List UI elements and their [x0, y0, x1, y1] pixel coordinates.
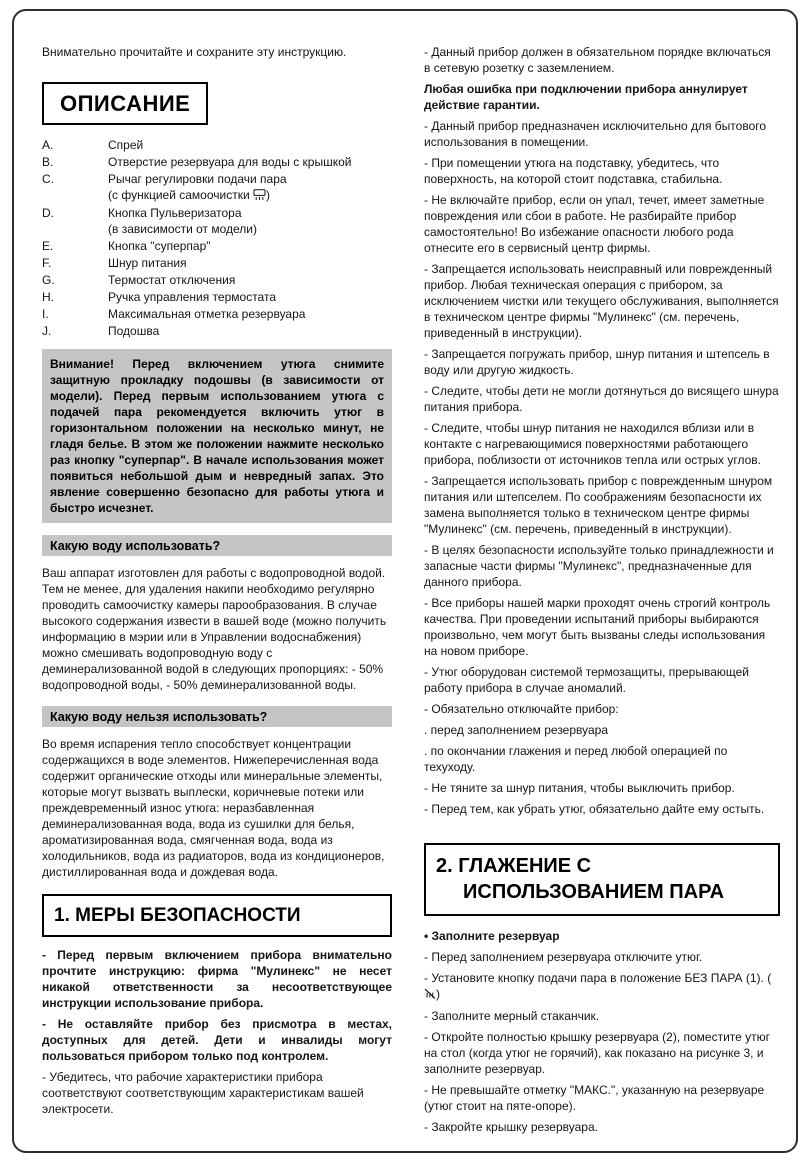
- item-text-line1: Кнопка Пульверизатора: [108, 206, 242, 220]
- water-avoid-heading: Какую воду нельзя использовать?: [42, 706, 392, 727]
- steam-step: - Откройте полностью крышку резервуара (2), поместите утюг на стол (когда утюг не горячий), как показано на рисунке 3, и заполните резервуар.: [424, 1030, 771, 1076]
- safety-paragraph: - Запрещается использовать неисправный или поврежденный прибор. Любая техническая операция с прибором, за исключением чистки или текущего обслуживания, выполняется в техническом центре фирмы "Мулинекс" (см. перечень, приведенный в инструкции).: [424, 262, 779, 340]
- self-clean-label-close: ): [265, 188, 270, 202]
- safety-paragraph: - В целях безопасности используйте только принадлежности и запасные части фирмы "Мулинекс", предназначенные для данного прибора.: [424, 543, 774, 589]
- item-letter: A.: [42, 138, 54, 152]
- list-item-d: [42, 205, 392, 237]
- item-text: [108, 171, 392, 204]
- safety-paragraph: - Не включайте прибор, если он упал, течет, имеет заметные повреждения или сбои в работе. Не разбирайте прибор самостоятельно! Во избежание опасности любого рода отнесите его в сервисный центр фирмы.: [424, 193, 765, 255]
- item-letter: B.: [42, 155, 54, 169]
- safety-section-title: 1. МЕРЫ БЕЗОПАСНОСТИ: [42, 894, 392, 937]
- safety-paragraph: - Перед первым включением прибора внимательно прочтите инструкцию: фирма "Мулинекс" не несет никакой ответственности за несоответствующее инструкции использование прибора.: [42, 948, 392, 1010]
- item-text: Подошва: [108, 324, 160, 338]
- item-text: Шнур питания: [108, 256, 187, 270]
- steam-step-text-close: ): [436, 987, 440, 1001]
- safety-paragraph: - Следите, чтобы шнур питания не находился вблизи или в контакте с нагревающимися поверхностями работающего прибора, поблизости от источников тепла или острых углов.: [424, 421, 762, 467]
- safety-paragraph: - При помещении утюга на подставку, убедитесь, что поверхность, на которой стоит подставка, стабильна.: [424, 156, 723, 186]
- safety-paragraph: - Данный прибор должен в обязательном порядке включаться в сетевую розетку с заземлением.: [424, 45, 771, 75]
- safety-paragraph: - Следите, чтобы дети не могли дотянуться до висящего шнура питания прибора.: [424, 384, 779, 414]
- item-text: Термостат отключения: [108, 273, 236, 287]
- item-text: Ручка управления термостата: [108, 290, 276, 304]
- page-columns: [42, 44, 780, 1140]
- item-letter: I.: [42, 307, 49, 321]
- steam-step: - Перед заполнением резервуара отключите утюг.: [424, 950, 703, 964]
- safety-paragraph: - Не оставляйте прибор без присмотра в местах, доступных для детей. Дети и инвалиды могут пользоваться прибором только под контролем.: [42, 1017, 392, 1063]
- item-text-line2: [108, 187, 392, 204]
- item-letter: G.: [42, 273, 55, 287]
- intro-text: Внимательно прочитайте и сохраните эту инструкцию.: [42, 45, 347, 59]
- self-clean-icon: [253, 188, 266, 204]
- safety-paragraph: - Утюг оборудован системой термозащиты, прерывающей работу прибора в случае аномалий.: [424, 665, 749, 695]
- water-use-text: Ваш аппарат изготовлен для работы с водопроводной водой. Тем не менее, для удаления накипи необходимо регулярно проводить самоочистку камеры парообразования. В случае высокого содержания извести в вашей воде (можно получить информацию в мэрии или в Управлении водоснабжения) можно смешивать водопроводную воду с деминерализованной водой в следующих пропорциях: - 50% водопроводной воды, - 50% деминерализованной воды.: [42, 566, 387, 692]
- item-text: Кнопка "суперпар": [108, 239, 211, 253]
- item-text-line1: Рычаг регулировки подачи пара: [108, 172, 287, 186]
- safety-paragraph: - Запрещается использовать прибор с поврежденным шнуром питания или штепселем. По соображениям безопасности их замена выполняется только в техническом центре фирмы "Мулинекс" (см. перечень, приведенный в инструкции).: [424, 474, 773, 536]
- left-column: [42, 44, 392, 1140]
- safety-paragraph: - Не тяните за шнур питания, чтобы выключить прибор.: [424, 781, 735, 795]
- item-letter: J.: [42, 324, 52, 338]
- list-item-c: [42, 171, 392, 204]
- safety-paragraph: - Убедитесь, что рабочие характеристики прибора соответствуют соответствующим характеристикам вашей электросети.: [42, 1070, 364, 1116]
- list-item-g: [42, 272, 392, 288]
- item-letter: E.: [42, 239, 54, 253]
- safety-paragraph: - Все приборы нашей марки проходят очень строгий контроль качества. При проведении испытаний приборы выбираются произвольно, чем могут быть вызваны следы использования на новом приборе.: [424, 596, 771, 658]
- attention-box: Внимание! Перед включением утюга снимите защитную прокладку подошвы (в зависимости от модели). Перед первым использованием утюга с подачей пара рекомендуется включить утюг в горизонтальном положении на несколько минут, не гладя белье. В этом же положении нажмите несколько раз кнопку "суперпар". В начале использования может появиться небольшой дым и невредный запах. Это явление совершенно безопасно для работы утюга и быстро исчезнет.: [42, 349, 392, 523]
- steam-step: - Заполните мерный стаканчик.: [424, 1009, 600, 1023]
- description-title: ОПИСАНИЕ: [42, 82, 208, 125]
- steam-step-text: - Установите кнопку подачи пара в положение БЕЗ ПАРА (1). (: [424, 971, 772, 985]
- item-text: Максимальная отметка резервуара: [108, 307, 306, 321]
- list-item-h: [42, 289, 392, 305]
- no-steam-icon: [424, 987, 436, 1003]
- item-text: [108, 205, 392, 237]
- item-text-line2: (в зависимости от модели): [108, 222, 257, 236]
- steam-title-line2: ИСПОЛЬЗОВАНИЕМ ПАРА: [463, 881, 725, 903]
- self-clean-label: (с функцией самоочистки: [108, 188, 253, 202]
- item-text: Отверстие резервуара для воды с крышкой: [108, 155, 352, 169]
- list-item-f: [42, 255, 392, 271]
- safety-subitem: . перед заполнением резервуара: [424, 723, 609, 737]
- safety-paragraph: - Перед тем, как убрать утюг, обязательно дайте ему остыть.: [424, 802, 765, 816]
- steam-step: - Закройте крышку резервуара.: [424, 1120, 598, 1134]
- steam-title-line1: 2. ГЛАЖЕНИЕ С: [436, 855, 592, 877]
- water-avoid-text: Во время испарения тепло способствует концентрации содержащихся в воде элементов. Нижеперечисленная вода содержит органические отходы или минеральные элементы, которые могут вызвать выплески, коричневые потеки или преждевременный износ утюга: неразбавленная деминерализованная вода, вода из сушилки для белья, ароматизированная вода, смягченная вода, вода из холодильников, вода из радиаторов, вода из кондиционеров, дистиллированная вода и дождевая вода.: [42, 737, 385, 879]
- safety-paragraph: - Запрещается погружать прибор, шнур питания и штепсель в воду или другую жидкость.: [424, 347, 770, 377]
- safety-subitem: . по окончании глажения и перед любой операцией по техуходу.: [424, 744, 728, 774]
- fill-tank-subtitle: • Заполните резервуар: [424, 929, 560, 943]
- water-use-heading: Какую воду использовать?: [42, 535, 392, 556]
- item-letter: C.: [42, 172, 54, 186]
- safety-paragraph: - Данный прибор предназначен исключительно для бытового использования в помещении.: [424, 119, 767, 149]
- list-item-j: [42, 323, 392, 339]
- list-item-a: [42, 137, 392, 153]
- steam-section-title: [424, 843, 780, 916]
- steam-step: - Не превышайте отметку "МАКС.", указанную на резервуаре (утюг стоит на пяте-опоре).: [424, 1083, 765, 1113]
- right-column: [424, 44, 780, 1140]
- list-item-b: [42, 154, 392, 170]
- list-item-e: [42, 238, 392, 254]
- item-letter: F.: [42, 256, 52, 270]
- item-letter: H.: [42, 290, 54, 304]
- list-item-i: [42, 306, 392, 322]
- safety-paragraph: - Обязательно отключайте прибор:: [424, 702, 619, 716]
- steam-step-no-steam: [424, 970, 780, 1003]
- description-list: [42, 137, 392, 339]
- item-letter: D.: [42, 206, 54, 220]
- item-text: Спрей: [108, 138, 144, 152]
- warranty-warning: Любая ошибка при подключении прибора аннулирует действие гарантии.: [424, 82, 748, 112]
